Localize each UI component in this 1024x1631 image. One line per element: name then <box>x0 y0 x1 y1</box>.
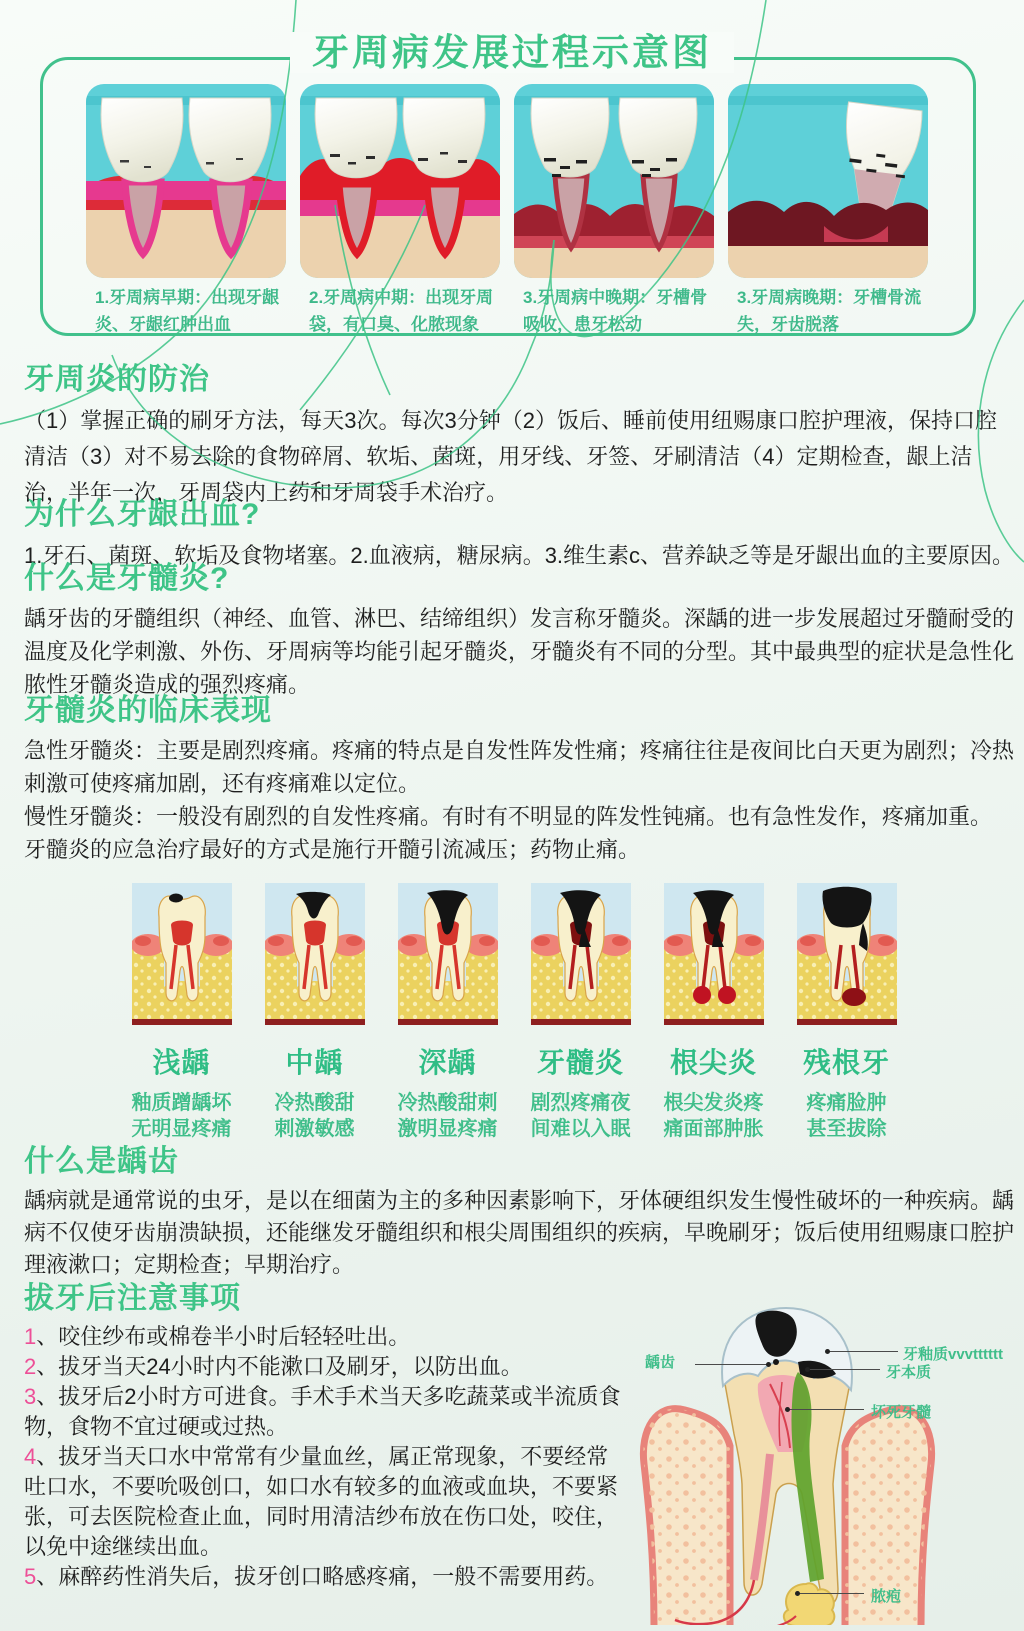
diagram-title-text: 牙周病发展过程示意图 <box>290 32 734 73</box>
gum-bleeding-body: 1.牙石、菌斑、软垢及食物堵塞。2.血液病，糖尿病。3.维生素c、营养缺乏等是牙龈出血的主要原因。 <box>24 543 1015 568</box>
molar-cross-section-illustration <box>630 1284 945 1629</box>
pulpitis-heading: 什么是牙髓炎? <box>24 562 230 595</box>
deep-caries-illustration <box>398 883 498 1025</box>
caries-heading: 什么是龋齿 <box>24 1145 179 1178</box>
apical-periodontitis-illustration <box>664 883 764 1025</box>
stage-desc: 疼痛脸肿 甚至拔除 <box>806 1092 887 1140</box>
section-pulpitis-clinical <box>24 695 1016 866</box>
extraction-item-1: 1、咬住纱布或棉卷半小时后轻轻吐出。 <box>24 1324 411 1349</box>
caries-label-dot <box>766 1362 771 1367</box>
stage-name: 根尖炎 <box>669 1047 757 1078</box>
stage-desc: 根尖发炎疼 痛面部肿胀 <box>663 1092 764 1140</box>
item-number: 4 <box>24 1444 37 1469</box>
item-number: 2 <box>24 1354 37 1379</box>
caries-stage-4 <box>514 883 647 1142</box>
periodontitis-stage-4-illustration <box>728 84 928 278</box>
moderate-caries-illustration <box>265 883 365 1025</box>
extraction-heading: 拔牙后注意事项 <box>24 1282 241 1315</box>
diagram-title <box>0 32 1024 74</box>
caries-stages-row <box>115 883 915 1142</box>
extraction-item-4: 4、拔牙当天口水中常常有少量血丝，属正常现象，不要经常吐口水，不要吮吸创口，如口水有较多的血液或血块，不要紧张，可去医院检查止血，同时用清洁纱布放在伤口处，咬住，以免中途继续出血。 <box>24 1444 619 1559</box>
extraction-item-5: 5、麻醉药性消失后，拔牙创口略感疼痛，一般不需要用药。 <box>24 1564 609 1589</box>
necrotic-pulp-label-dot <box>785 1407 790 1412</box>
extraction-item-3: 3、拔牙后2小时方可进食。手术手术当天多吃蔬菜或半流质食物，食物不宜过硬或过热。 <box>24 1384 621 1439</box>
dentin-label-line <box>808 1369 880 1370</box>
stage-4-caption: 3.牙周病晚期：牙槽骨流失，牙齿脱落 <box>737 288 922 334</box>
gum-bleeding-heading: 为什么牙龈出血? <box>24 498 261 531</box>
caries-label-line <box>695 1364 768 1365</box>
abscess-label: 脓疱 <box>871 1588 902 1605</box>
enamel-label: 牙釉质vvvtttttt <box>903 1346 1003 1363</box>
periodontitis-stage-2-illustration <box>300 84 500 278</box>
prevention-body: （1）掌握正确的刷牙方法，每天3次。每次3分钟（2）饭后、睡前使用纽赐康口腔护理液，保持口腔清洁（3）对不易去除的食物碎屑、软垢、菌斑，用牙线、牙签、牙刷清洁（4）定期检查，龈上洁治，半年一次，牙周袋内上药和牙周袋手术治疗。 <box>24 408 997 505</box>
necrotic-pulp-label: 坏死牙髓 <box>871 1404 932 1421</box>
clinical-acute: 急性牙髓炎：主要是剧烈疼痛。疼痛的特点是自发性阵发性痛；疼痛往往是夜间比白天更为剧烈；冷热刺激可使疼痛加剧，还有疼痛难以定位。 <box>24 738 1015 796</box>
shallow-caries-illustration <box>132 883 232 1025</box>
necrotic-pulp-label-line <box>788 1409 864 1410</box>
stage-name: 牙髓炎 <box>536 1047 624 1078</box>
section-prevention <box>24 364 1016 511</box>
tooth-anatomy-diagram <box>618 1256 1020 1631</box>
section-extraction-care <box>24 1283 624 1592</box>
enamel-label-line <box>828 1351 898 1352</box>
periodontitis-stage-3-illustration <box>514 84 714 278</box>
caries-stage-3 <box>381 883 514 1142</box>
stage-name: 深龋 <box>418 1047 477 1078</box>
pulpitis-illustration <box>531 883 631 1025</box>
stage-desc: 剧烈疼痛夜 间难以入眠 <box>530 1092 631 1140</box>
item-number: 3 <box>24 1384 37 1409</box>
stage-name: 残根牙 <box>802 1047 890 1078</box>
stage-desc: 冷热酸甜刺 激明显疼痛 <box>397 1092 498 1140</box>
stage-desc: 釉质蹭龋坏 无明显疼痛 <box>131 1092 232 1140</box>
stage-captions <box>44 284 970 338</box>
periodontitis-stage-1-illustration <box>86 84 286 278</box>
caries-stage-5 <box>647 883 780 1142</box>
clinical-chronic: 慢性牙髓炎：一般没有剧烈的自发性疼痛。有时有不明显的阵发性钝痛。也有急性发作，疼痛加重。 <box>24 804 993 829</box>
section-pulpitis-definition <box>24 563 1016 701</box>
caries-label: 龋齿 <box>645 1354 676 1371</box>
extraction-item-2: 2、拔牙当天24小时内不能漱口及刷牙，以防出血。 <box>24 1354 523 1379</box>
prevention-heading: 牙周炎的防治 <box>24 363 210 396</box>
caries-stage-1 <box>115 883 248 1142</box>
enamel-label-dot <box>825 1349 830 1354</box>
stage-1-caption: 1.牙周病早期：出现牙龈炎、牙龈红肿出血 <box>95 288 280 334</box>
stage-name: 浅龋 <box>152 1047 211 1078</box>
stage-name: 中龋 <box>285 1047 344 1078</box>
stage-desc: 冷热酸甜 刺激敏感 <box>274 1092 355 1140</box>
section-caries-definition <box>24 1146 1016 1281</box>
abscess-label-line <box>798 1593 864 1594</box>
dentin-label-dot <box>805 1367 810 1372</box>
stage-2-caption: 2.牙周病中期：出现牙周袋，有口臭、化脓现象 <box>309 288 494 334</box>
item-number: 5 <box>24 1564 37 1589</box>
clinical-heading: 牙髓炎的临床表现 <box>24 694 272 727</box>
caries-stage-6 <box>780 883 913 1142</box>
caries-stage-2 <box>248 883 381 1142</box>
pulpitis-body: 龋牙齿的牙髓组织（神经、血管、淋巴、结缔组织）发言称牙髓炎。深龋的进一步发展超过牙髓耐受的温度及化学刺激、外伤、牙周病等均能引起牙髓炎，牙髓炎有不同的分型。其中最典型的症状是急性化脓性牙髓炎造成的强烈疼痛。 <box>24 606 1015 697</box>
dentin-label: 牙本质 <box>886 1364 932 1381</box>
caries-body: 龋病就是通常说的虫牙，是以在细菌为主的多种因素影响下，牙体硬组织发生慢性破坏的一种疾病。龋病不仅使牙齿崩溃缺损，还能继发牙髓组织和根尖周围组织的疾病，早晚刷牙；饭后使用纽赐康口腔护理液漱口；定期检查；早期治疗。 <box>24 1188 1015 1277</box>
periodontitis-stage-panels <box>44 84 970 278</box>
item-number: 1 <box>24 1324 37 1349</box>
stage-3-caption: 3.牙周病中晚期：牙槽骨吸收，患牙松动 <box>523 288 708 334</box>
clinical-treatment: 牙髓炎的应急治疗最好的方式是施行开髓引流减压；药物止痛。 <box>24 837 641 862</box>
residual-root-illustration <box>797 883 897 1025</box>
abscess-label-dot <box>795 1591 800 1596</box>
